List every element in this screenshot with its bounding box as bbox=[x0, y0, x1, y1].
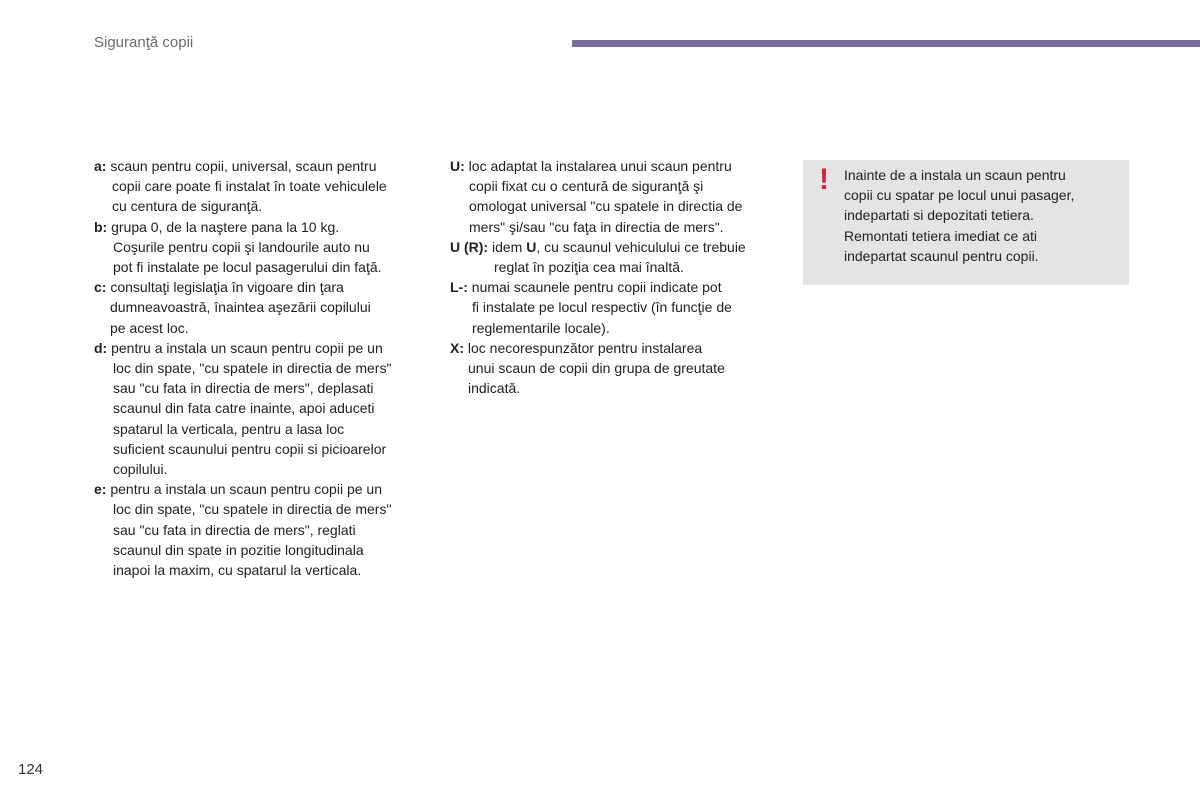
legend-entry-b bbox=[94, 217, 434, 278]
legend-text: grupa 0, de la naştere pana la 10 kg. bbox=[111, 218, 340, 235]
legend-text: scaun pentru copii, universal, scaun pentru bbox=[110, 158, 377, 174]
legend-entry-c bbox=[94, 277, 434, 338]
legend-text: dumneavoastră, înaintea aşezării copilului bbox=[110, 299, 371, 316]
legend-key: c: bbox=[94, 279, 107, 296]
legend-column-left bbox=[94, 156, 434, 580]
header-bar bbox=[572, 40, 1200, 47]
legend-key: e: bbox=[94, 481, 107, 498]
legend-text: scaunul din fata catre inainte, apoi aduceti bbox=[113, 400, 375, 417]
legend-text: mers" şi/sau "cu faţa in directia de mers". bbox=[469, 218, 724, 235]
legend-text: suficient scaunului pentru copii si picioarelor bbox=[113, 440, 387, 457]
legend-entry-d bbox=[94, 338, 434, 479]
legend-text: omologat universal "cu spatele in directia de bbox=[469, 198, 743, 215]
section-title: Siguranţă copii bbox=[94, 34, 194, 51]
warning-line: indepartat scaunul pentru copii. bbox=[844, 247, 1039, 264]
legend-entry-e bbox=[94, 479, 434, 580]
legend-text: , cu scaunul vehiculului ce trebuie bbox=[536, 238, 746, 255]
page-number: 124 bbox=[18, 761, 44, 778]
legend-key: U: bbox=[450, 158, 465, 174]
legend-text: scaunul din spate in pozitie longitudinala bbox=[113, 541, 364, 558]
legend-text: loc necorespunzător pentru instalarea bbox=[467, 339, 703, 356]
legend-text: reglementarile locale). bbox=[472, 319, 610, 336]
legend-key: a: bbox=[94, 158, 107, 174]
legend-text: pot fi instalate pe locul pasagerului din faţă. bbox=[113, 259, 382, 276]
legend-key: b: bbox=[94, 218, 108, 235]
legend-key: X: bbox=[450, 339, 464, 356]
legend-text: sau "cu fata in directia de mers", deplasati bbox=[113, 380, 374, 397]
legend-key: L-: bbox=[450, 279, 468, 296]
legend-entry-u-r bbox=[450, 237, 790, 277]
legend-text-emphasis: U bbox=[526, 238, 537, 255]
legend-text: indicată. bbox=[468, 380, 521, 397]
legend-text: idem bbox=[492, 238, 523, 255]
legend-entry-u bbox=[450, 156, 790, 237]
legend-text: spatarul la verticala, pentru a lasa loc bbox=[113, 420, 345, 437]
legend-key: U (R): bbox=[450, 238, 489, 255]
legend-entry-a bbox=[94, 156, 434, 217]
legend-text: copii fixat cu o centură de siguranţă şi bbox=[469, 178, 704, 195]
legend-text: copilului. bbox=[113, 461, 168, 478]
legend-text: fi instalate pe locul respectiv (în funcţie de bbox=[472, 299, 732, 316]
warning-line: Inainte de a instala un scaun pentru bbox=[844, 167, 1066, 183]
legend-text: consultaţi legislaţia în vigoare din ţara bbox=[110, 279, 344, 296]
legend-text: sau "cu fata in directia de mers", reglati bbox=[113, 521, 356, 538]
legend-text: reglat în poziţia cea mai înaltă. bbox=[494, 259, 684, 276]
warning-text bbox=[844, 165, 1119, 266]
warning-box bbox=[803, 160, 1129, 285]
legend-key: d: bbox=[94, 339, 108, 356]
legend-text: loc adaptat la instalarea unui scaun pentru bbox=[468, 158, 732, 174]
warning-line: indepartati si depozitati tetiera. bbox=[844, 207, 1034, 224]
legend-text: unui scaun de copii din grupa de greutate bbox=[468, 360, 725, 377]
warning-line: Remontati tetiera imediat ce ati bbox=[844, 227, 1037, 244]
legend-text: pentru a instala un scaun pentru copii pe un bbox=[111, 339, 383, 356]
legend-text: pe acest loc. bbox=[110, 319, 189, 336]
legend-text: pentru a instala un scaun pentru copii pe un bbox=[110, 481, 382, 498]
legend-entry-l bbox=[450, 277, 790, 338]
warning-line: copii cu spatar pe locul unui pasager, bbox=[844, 187, 1075, 204]
legend-text: Coşurile pentru copii şi landourile auto nu bbox=[113, 238, 370, 255]
legend-text: loc din spate, "cu spatele in directia de mers" bbox=[113, 360, 392, 377]
legend-text: numai scaunele pentru copii indicate pot bbox=[471, 279, 722, 296]
legend-text: inapoi la maxim, cu spatarul la verticala. bbox=[113, 562, 362, 579]
legend-column-right bbox=[450, 156, 790, 398]
exclamation-icon: ! bbox=[819, 163, 829, 196]
legend-text: cu centura de siguranţă. bbox=[112, 198, 263, 215]
legend-entry-x bbox=[450, 338, 790, 399]
legend-text: copii care poate fi instalat în toate vehiculele bbox=[112, 178, 387, 195]
legend-text: loc din spate, "cu spatele in directia de mers" bbox=[113, 501, 392, 518]
